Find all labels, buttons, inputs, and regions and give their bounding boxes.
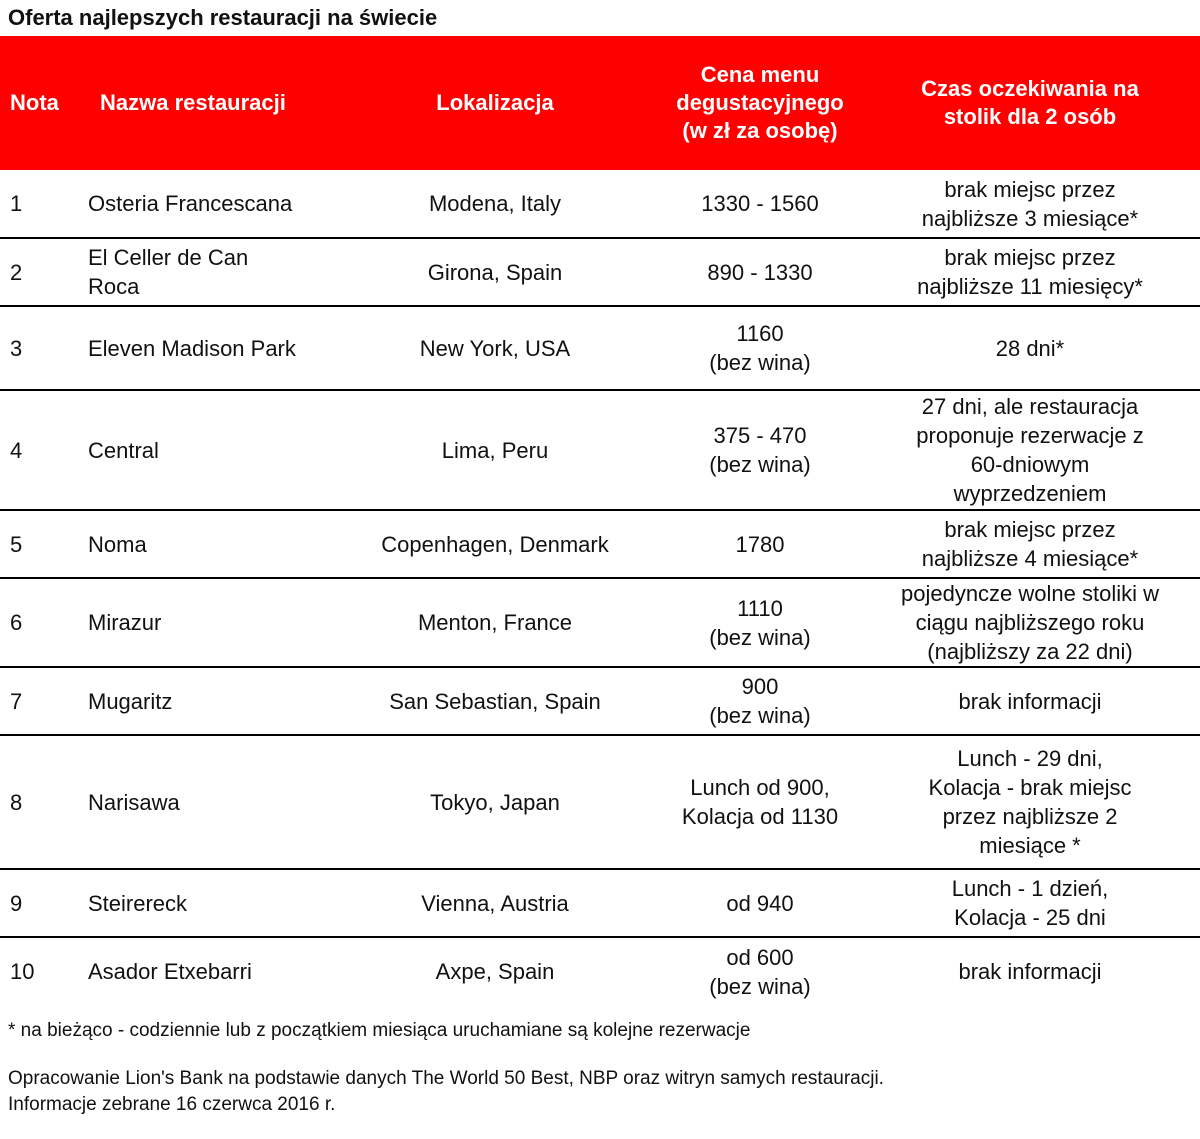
restaurants-table xyxy=(0,36,1200,1005)
source-line: Opracowanie Lion's Bank na podstawie danych The World 50 Best, NBP oraz witryn samych restauracji. xyxy=(8,1068,884,1089)
table-row xyxy=(0,869,1200,937)
cell-name-line: Osteria Francescana xyxy=(88,191,293,216)
cell-nota: 4 xyxy=(0,390,78,510)
cell-nota: 5 xyxy=(0,510,78,578)
cell-wait-line: najbliższe 3 miesiące* xyxy=(921,205,1139,231)
cell-location: Vienna, Austria xyxy=(330,869,660,937)
cell-wait xyxy=(860,170,1200,238)
cell-location: Lima, Peru xyxy=(330,390,660,510)
cell-price-line: od 600 xyxy=(726,944,794,970)
cell-wait-line: proponuje rezerwacje z xyxy=(916,423,1144,448)
cell-price xyxy=(660,170,860,238)
cell-price-line: (bez wina) xyxy=(709,452,811,477)
cell-price xyxy=(660,667,860,735)
cell-location: San Sebastian, Spain xyxy=(330,667,660,735)
cell-wait xyxy=(860,510,1200,578)
table-header-row xyxy=(0,36,1200,170)
header-location: Lokalizacja xyxy=(330,36,660,170)
source-note xyxy=(8,1066,884,1118)
cell-price xyxy=(660,390,860,510)
header-price-line: degustacyjnego xyxy=(676,90,844,115)
header-wait-line: Czas oczekiwania na xyxy=(921,76,1139,101)
cell-wait-line: brak miejsc przez xyxy=(944,517,1116,542)
cell-wait-line: (najbliższy za 22 dni) xyxy=(927,639,1133,664)
cell-price-line: (bez wina) xyxy=(709,703,811,728)
cell-wait-line: brak miejsc przez xyxy=(944,176,1116,202)
cell-wait-line: Kolacja - 25 dni xyxy=(954,905,1106,930)
cell-nota: 6 xyxy=(0,578,78,667)
header-wait-line: stolik dla 2 osób xyxy=(943,104,1117,129)
table-row xyxy=(0,170,1200,238)
cell-location: Modena, Italy xyxy=(330,170,660,238)
cell-nota: 9 xyxy=(0,869,78,937)
cell-wait xyxy=(860,238,1200,306)
cell-location: Girona, Spain xyxy=(330,238,660,306)
cell-wait-line: 28 dni* xyxy=(995,335,1065,361)
cell-wait-line: wyprzedzeniem xyxy=(953,481,1107,506)
cell-name-line: Steirereck xyxy=(88,890,188,916)
cell-nota: 10 xyxy=(10,959,35,984)
cell-wait-line: ciągu najbliższego roku xyxy=(915,610,1145,635)
cell-location: New York, USA xyxy=(330,306,660,390)
table-row xyxy=(0,238,1200,306)
cell-wait-line: przez najbliższe 2 xyxy=(942,804,1118,829)
footnote: * na bieżąco - codziennie lub z początkiem miesiąca uruchamiane są kolejne rezerwacje xyxy=(8,1020,751,1041)
cell-price-line: 1160 xyxy=(736,321,784,346)
cell-name-line: El Celler de Can xyxy=(88,245,249,270)
cell-wait-line: najbliższe 11 miesięcy* xyxy=(917,274,1143,299)
cell-wait-line: Kolacja - brak miejsc xyxy=(928,775,1132,800)
table-title: Oferta najlepszych restauracji na świecie xyxy=(8,5,438,30)
cell-name-line: Noma xyxy=(88,531,147,557)
cell-name xyxy=(78,390,330,510)
cell-price xyxy=(660,937,860,1005)
header-nota: Nota xyxy=(0,36,78,170)
cell-name-line: Mugaritz xyxy=(88,688,173,714)
cell-nota: 3 xyxy=(0,306,78,390)
cell-wait-line: 27 dni, ale restauracja xyxy=(921,394,1139,419)
cell-price-line: Lunch od 900, xyxy=(690,775,830,800)
cell-wait xyxy=(860,667,1200,735)
table-row xyxy=(0,306,1200,390)
cell-wait xyxy=(860,306,1200,390)
header-price xyxy=(660,36,860,170)
cell-name-line: Mirazur xyxy=(88,610,162,635)
cell-name-line: Asador Etxebarri xyxy=(88,959,252,984)
cell-wait-line: najbliższe 4 miesiące* xyxy=(921,546,1139,571)
cell-location: Menton, France xyxy=(330,578,660,667)
table-row xyxy=(0,390,1200,510)
cell-nota: 2 xyxy=(0,238,78,306)
cell-name xyxy=(78,578,330,667)
source-line: Informacje zebrane 16 czerwca 2016 r. xyxy=(8,1094,336,1115)
cell-location: Copenhagen, Denmark xyxy=(330,510,660,578)
cell-price xyxy=(660,238,860,306)
cell-location: Axpe, Spain xyxy=(435,959,555,984)
cell-nota: 8 xyxy=(0,735,78,869)
cell-price-line: 1110 xyxy=(737,595,783,621)
cell-wait-line: brak informacji xyxy=(958,688,1102,714)
cell-price xyxy=(660,578,860,667)
cell-wait xyxy=(860,735,1200,869)
cell-price-line: 1330 - 1560 xyxy=(701,191,819,216)
header-name: Nazwa restauracji xyxy=(78,36,330,170)
cell-wait-line: Lunch - 1 dzień, xyxy=(951,876,1109,901)
table-row xyxy=(0,667,1200,735)
cell-wait-line: Lunch - 29 dni, xyxy=(957,746,1103,771)
cell-price-line: 890 - 1330 xyxy=(707,259,813,285)
cell-location: Tokyo, Japan xyxy=(330,735,660,869)
cell-price-line: (bez wina) xyxy=(709,624,811,650)
cell-price-line: (bez wina) xyxy=(709,350,811,375)
cell-price xyxy=(660,735,860,869)
table-body xyxy=(0,170,1200,1005)
cell-wait xyxy=(860,578,1200,667)
table-row xyxy=(0,510,1200,578)
cell-wait-line: miesiące * xyxy=(979,833,1081,858)
header-price-line: (w zł za osobę) xyxy=(682,118,838,143)
header-price-line: Cena menu xyxy=(700,62,820,87)
cell-name-line: Central xyxy=(88,437,159,463)
table-row xyxy=(0,937,1200,1005)
cell-name-line: Eleven Madison Park xyxy=(88,335,296,361)
cell-wait-line: brak miejsc przez xyxy=(944,245,1116,270)
cell-name xyxy=(78,937,330,1005)
cell-name xyxy=(78,510,330,578)
cell-wait-line: brak informacji xyxy=(958,959,1102,984)
table-row xyxy=(0,578,1200,667)
cell-name-line: Narisawa xyxy=(88,789,180,815)
cell-price-line: (bez wina) xyxy=(709,973,811,999)
cell-nota: 7 xyxy=(0,667,78,735)
header-wait xyxy=(860,36,1200,170)
cell-price xyxy=(660,306,860,390)
cell-price-line: Kolacja od 1130 xyxy=(681,804,839,829)
cell-name xyxy=(78,667,330,735)
cell-price-line: 900 xyxy=(741,674,779,699)
cell-price-line: 1780 xyxy=(735,531,785,557)
cell-price xyxy=(660,869,860,937)
table-row xyxy=(0,735,1200,869)
cell-price-line: od 940 xyxy=(726,890,794,916)
cell-name xyxy=(78,238,330,306)
cell-nota: 1 xyxy=(0,170,78,238)
cell-price-line: 375 - 470 xyxy=(713,423,807,448)
cell-wait xyxy=(860,937,1200,1005)
cell-wait-line: 60-dniowym xyxy=(970,452,1090,477)
cell-wait xyxy=(860,869,1200,937)
cell-name xyxy=(78,735,330,869)
cell-price xyxy=(660,510,860,578)
cell-name xyxy=(78,306,330,390)
cell-name xyxy=(78,869,330,937)
cell-name xyxy=(78,170,330,238)
cell-wait-line: pojedyncze wolne stoliki w xyxy=(900,581,1160,606)
cell-name-line: Roca xyxy=(88,274,140,299)
cell-wait xyxy=(860,390,1200,510)
